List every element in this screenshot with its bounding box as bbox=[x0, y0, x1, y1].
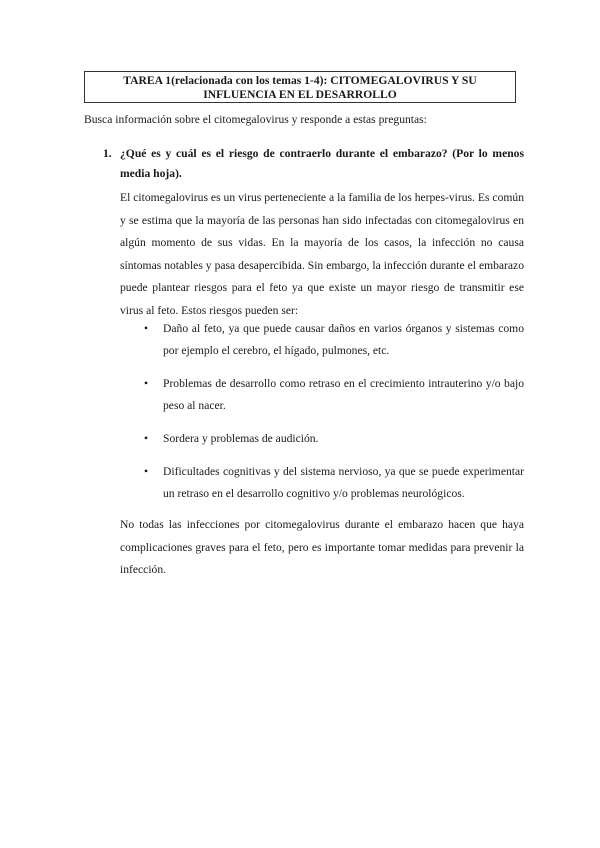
list-item-text: Daño al feto, ya que puede causar daños en varios órganos y sistemas como por ejemplo el cerebro, el hígado, pulmones, etc. bbox=[163, 322, 524, 357]
task-title-line-2: INFLUENCIA EN EL DESARROLLO bbox=[203, 88, 397, 101]
question-text: ¿Qué es y cuál es el riesgo de contraerlo durante el embarazo? (Por lo menos media hoja). bbox=[120, 147, 524, 180]
question-number: 1. bbox=[103, 147, 112, 160]
task-title-line-1: TAREA 1(relacionada con los temas 1-4): CITOMEGALOVIRUS Y SU bbox=[123, 74, 477, 87]
intro-text: Busca información sobre el citomegalovirus y responde a estas preguntas: bbox=[84, 113, 427, 126]
list-item-text: Problemas de desarrollo como retraso en el crecimiento intrauterino y/o bajo peso al nacer. bbox=[163, 377, 524, 412]
list-item-text: Dificultades cognitivas y del sistema nervioso, ya que se puede experimentar un retraso en el desarrollo cognitivo y/o problemas neurológicos. bbox=[163, 465, 524, 500]
list-item bbox=[120, 428, 524, 450]
list-item bbox=[120, 318, 524, 362]
list-item-text: Sordera y problemas de audición. bbox=[163, 432, 319, 445]
answer-paragraph-1: El citomegalovirus es un virus perteneciente a la familia de los herpes-virus. Es común y se estima que la mayoría de las personas han sido infectadas con citomegalovirus en algún momento de sus vidas. En la mayoría de los casos, la infección no causa síntomas notables y pasa desapercibida. Sin embargo, la infección durante el embarazo puede plantear riesgos para el feto ya que existe un mayor riesgo de transmitir ese virus al feto. Estos riesgos pueden ser: bbox=[120, 191, 524, 317]
answer-paragraph-2: No todas las infecciones por citomegalovirus durante el embarazo hacen que haya complicaciones graves para el feto, pero es importante tomar medidas para prevenir la infección. bbox=[120, 518, 524, 576]
bullet-icon: • bbox=[144, 377, 149, 390]
list-item bbox=[120, 373, 524, 417]
bullet-icon: • bbox=[144, 465, 149, 478]
risk-list bbox=[120, 318, 524, 516]
task-title-box bbox=[84, 71, 516, 103]
list-item bbox=[120, 461, 524, 505]
bullet-icon: • bbox=[144, 432, 149, 445]
bullet-icon: • bbox=[144, 322, 149, 335]
